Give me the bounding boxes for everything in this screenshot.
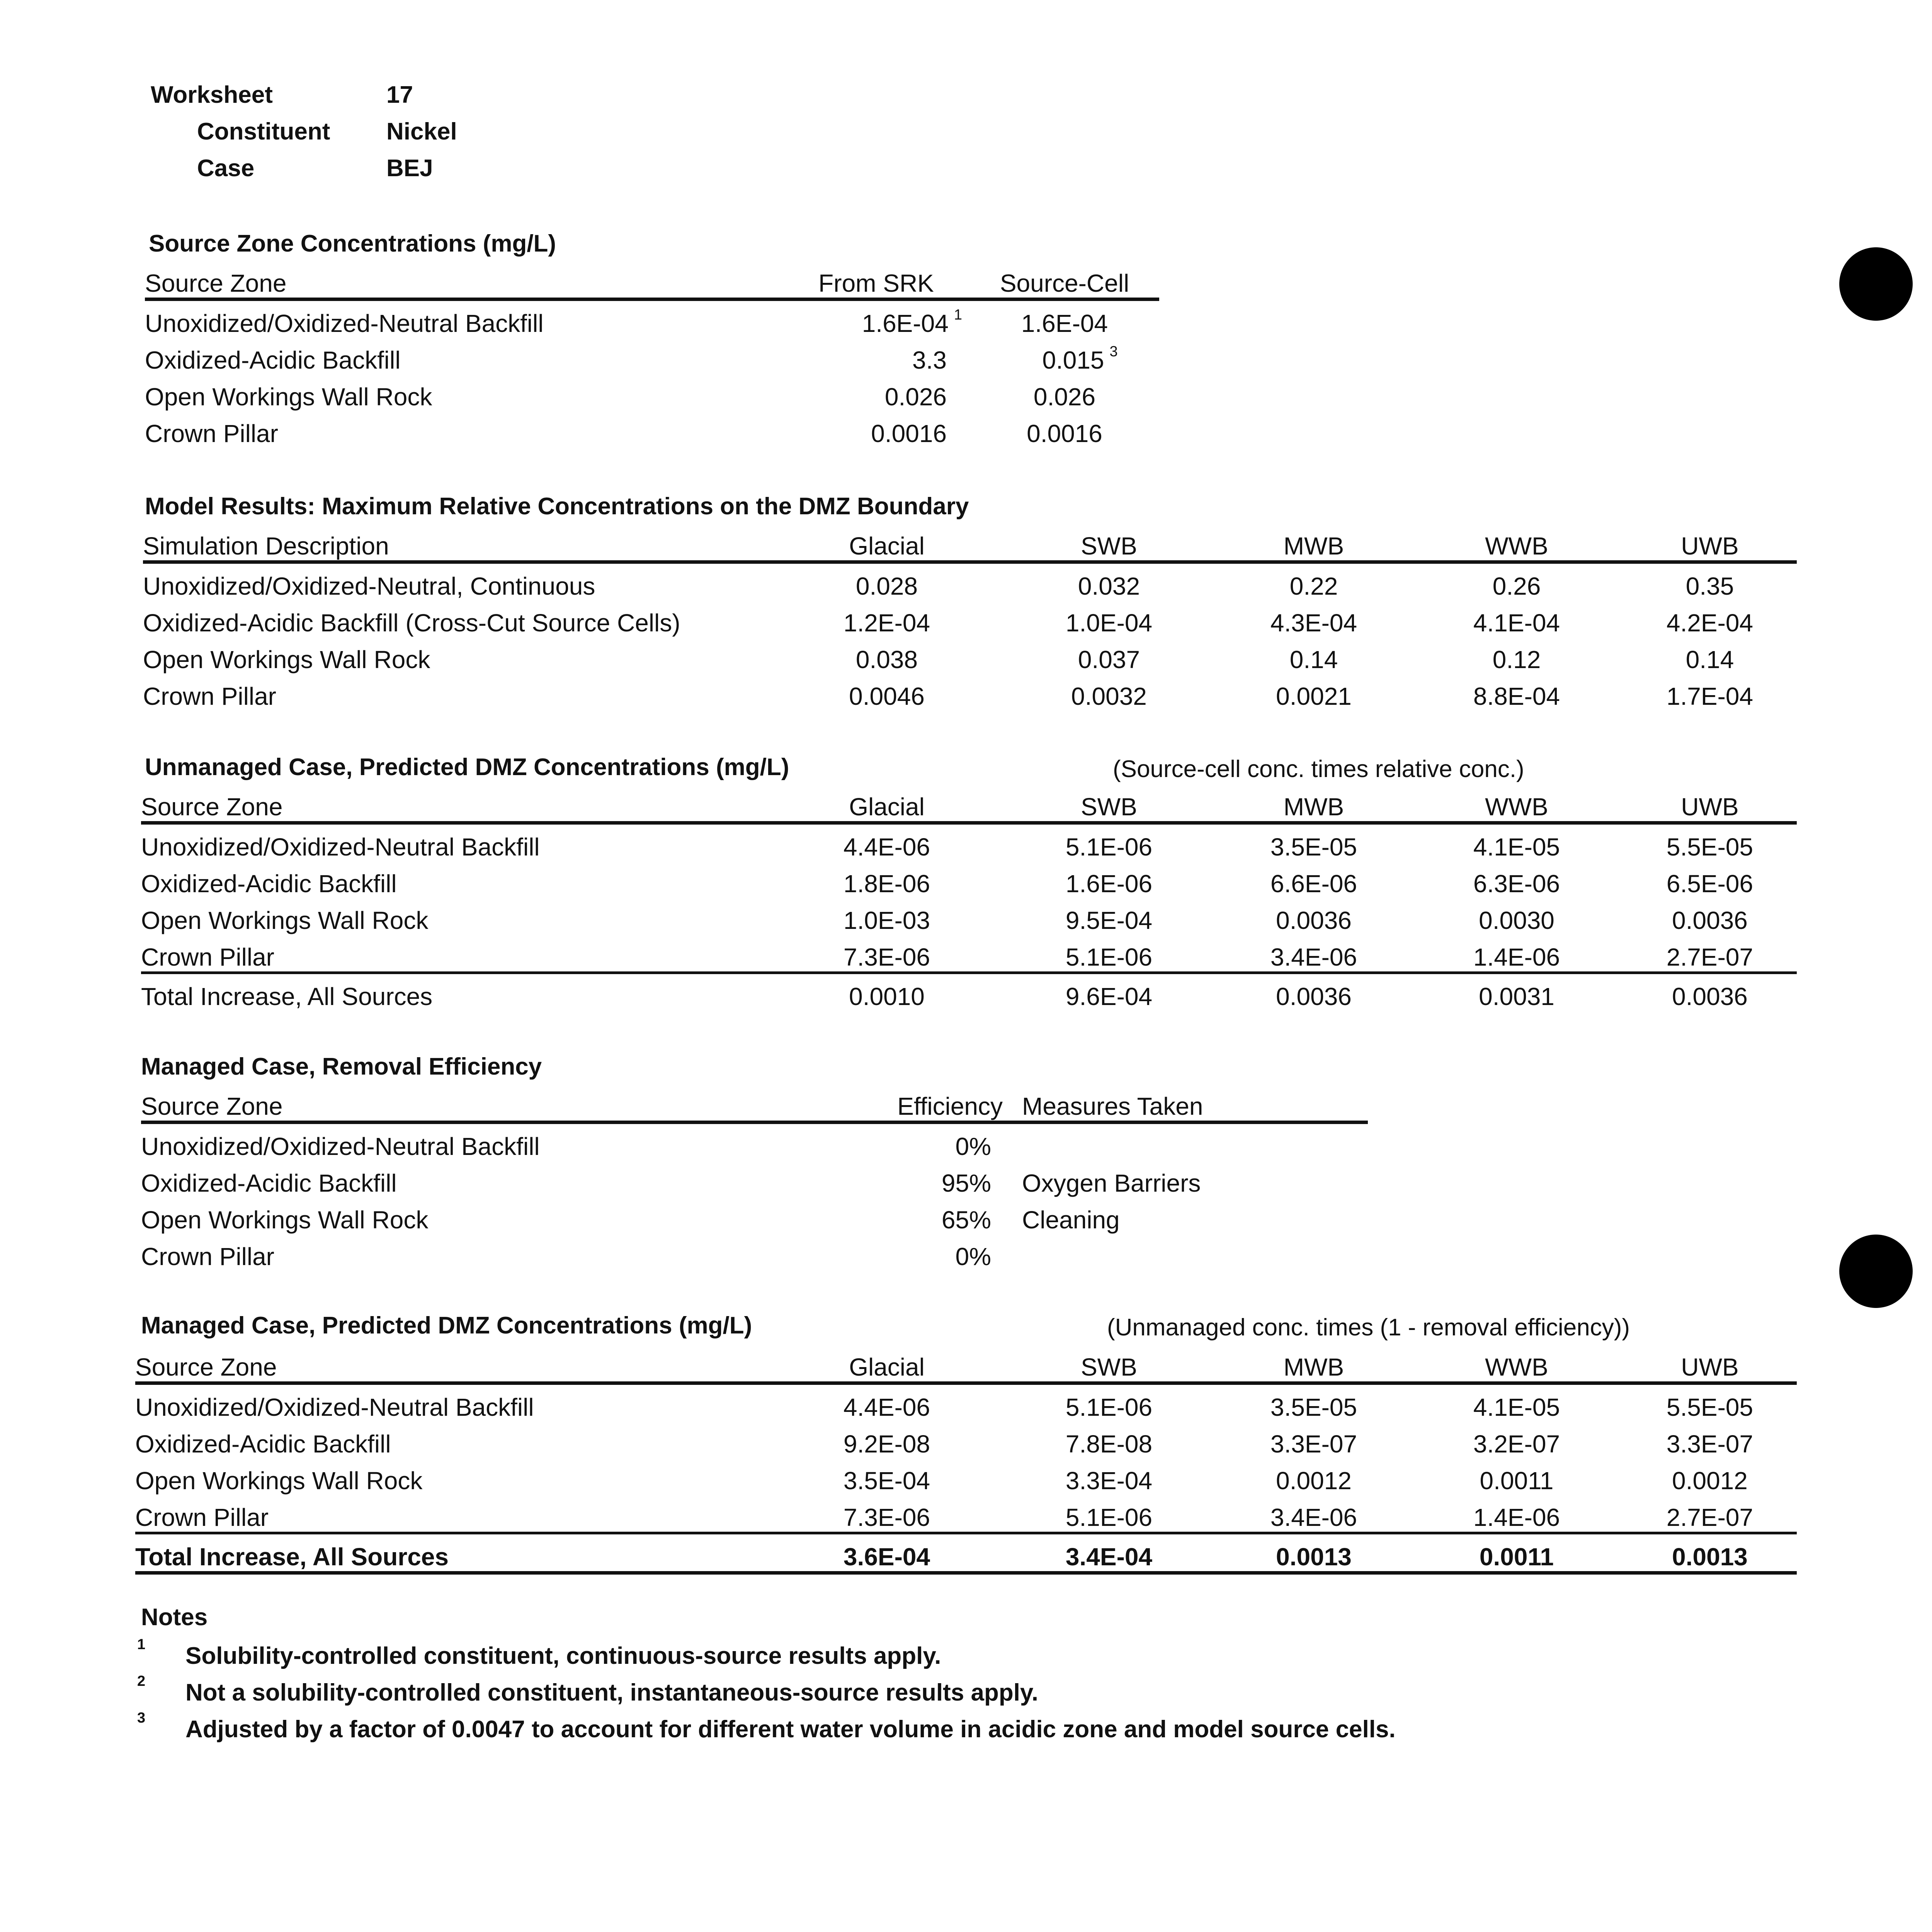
table-header-row [141,1084,1368,1122]
col-header: MWB [1217,784,1410,823]
table-cell: 0.0030 [1479,906,1554,934]
row-label: Unoxidized/Oxidized-Neutral Backfill [135,1393,534,1421]
punch-hole [1839,247,1913,321]
unmanaged-table [141,784,1797,1011]
removal-title: Managed Case, Removal Efficiency [141,1053,542,1080]
managed-table [135,1345,1797,1575]
table-cell: 3.6E-04 [773,1533,1001,1573]
table-cell: 1.4E-06 [1473,943,1560,971]
table-row [141,935,1797,973]
table-cell: 1.6E-04 [1021,310,1108,337]
row-label: Crown Pillar [141,1243,274,1270]
footnote-marker: 1 [954,307,962,323]
table-cell: Cleaning [1022,1206,1120,1234]
managed-title: Managed Case, Predicted DMZ Concentrations (mg/L) [141,1312,752,1339]
table-cell: 5.5E-05 [1666,833,1753,861]
col-header: Glacial [773,1345,1001,1383]
table-cell: 0.26 [1492,572,1541,600]
notes-title: Notes [141,1604,208,1631]
table-cell: 0.0012 [1276,1467,1352,1495]
total-row [135,1533,1797,1573]
col-header: Glacial [773,784,1001,823]
table-cell: 3.4E-06 [1270,1503,1357,1531]
table-cell: 4.1E-04 [1473,609,1560,637]
col-header: Source Zone [145,261,782,299]
col-header: Measures Taken [1022,1084,1368,1122]
note-text: Not a solubility-controlled constituent, instantaneous-source results apply. [185,1679,1039,1706]
table-row [141,1234,1368,1271]
table-row [145,338,1159,374]
table-cell: 5.5E-05 [1666,1393,1753,1421]
table-cell: 4.3E-04 [1270,609,1357,637]
table-row [141,823,1797,862]
table-cell: 3.3E-07 [1270,1430,1357,1458]
row-label: Crown Pillar [135,1503,269,1531]
row-label: Unoxidized/Oxidized-Neutral Backfill [141,833,540,861]
unmanaged-note: (Source-cell conc. times relative conc.) [1113,756,1524,782]
row-label: Crown Pillar [143,682,276,710]
table-cell: 2.7E-07 [1666,943,1753,971]
table-cell [782,299,970,338]
footnote-marker: 3 [1109,344,1118,360]
table-row [135,1383,1797,1422]
note-text: Solubility-controlled constituent, continuous-source results apply. [185,1643,941,1669]
table-cell: 95% [941,1169,991,1197]
row-label: Open Workings Wall Rock [135,1467,423,1495]
table-cell: 3.5E-05 [1270,833,1357,861]
table-cell: 0.0036 [1672,906,1748,934]
note-text: Adjusted by a factor of 0.0047 to account for different water volume in acidic zone and model source cells. [185,1716,1396,1743]
table-cell: 0.14 [1289,646,1338,673]
table-cell: 1.4E-06 [1473,1503,1560,1531]
table-cell: 0.0031 [1410,973,1623,1011]
source-zone-table [145,261,1159,448]
managed-note: (Unmanaged conc. times (1 - removal efficiency)) [1107,1314,1630,1341]
table-cell: 5.1E-06 [1065,1503,1153,1531]
table-cell: 3.3E-04 [1065,1467,1153,1495]
constituent-value: Nickel [386,118,457,145]
table-cell: 0.038 [855,646,918,673]
table-row [143,637,1797,674]
note-number: 1 [137,1636,146,1653]
row-label: Open Workings Wall Rock [141,906,429,934]
table-cell: 4.1E-05 [1473,833,1560,861]
row-label: Oxidized-Acidic Backfill [135,1430,391,1458]
table-cell: 6.5E-06 [1666,870,1753,898]
table-cell: 3.5E-04 [843,1467,930,1495]
table-cell: 7.3E-06 [843,943,930,971]
col-header: SWB [1001,1345,1217,1383]
table-row [145,299,1159,338]
col-header: UWB [1623,524,1797,562]
table-cell: 3.3 [912,346,947,374]
row-label: Unoxidized/Oxidized-Neutral, Continuous [143,572,595,600]
table-row [143,674,1797,711]
table-cell: 7.3E-06 [843,1503,930,1531]
removal-table [141,1084,1368,1271]
table-row [141,861,1797,898]
table-cell: 5.1E-06 [1065,943,1153,971]
table-cell: Oxygen Barriers [1022,1169,1201,1197]
table-cell: 0.026 [884,383,947,411]
table-header-row [145,261,1159,299]
col-header: Simulation Description [143,524,773,562]
table-row [141,1122,1368,1161]
table-cell: 0.0011 [1410,1533,1623,1573]
unmanaged-title: Unmanaged Case, Predicted DMZ Concentrations (mg/L) [145,754,789,781]
table-cell: 1.2E-04 [843,609,930,637]
table-cell: 9.6E-04 [1001,973,1217,1011]
case-label: Case [197,155,255,182]
table-cell: 0.0046 [849,682,925,710]
col-header: SWB [1001,524,1217,562]
model-results-table [143,524,1797,711]
col-header: UWB [1623,784,1797,823]
table-cell: 6.3E-06 [1473,870,1560,898]
row-label: Open Workings Wall Rock [143,646,430,673]
row-label: Crown Pillar [145,420,278,447]
table-cell: 0.12 [1492,646,1541,673]
table-cell: 7.8E-08 [1065,1430,1153,1458]
table-cell: 0.0036 [1276,906,1352,934]
cell-value: 0.015 [1042,346,1104,374]
col-header: MWB [1217,1345,1410,1383]
col-header: Efficiency [759,1084,1022,1122]
col-header: WWB [1410,784,1623,823]
table-cell: 0.0036 [1217,973,1410,1011]
row-label: Oxidized-Acidic Backfill [141,870,397,898]
case-value: BEJ [386,155,433,182]
constituent-label: Constituent [197,118,330,145]
table-cell: 0.0012 [1672,1467,1748,1495]
table-cell: 0.22 [1289,572,1338,600]
table-cell: 0.026 [1033,383,1096,411]
table-row [143,562,1797,601]
source-zone-title: Source Zone Concentrations (mg/L) [149,230,556,257]
table-cell: 9.5E-04 [1065,906,1153,934]
table-cell: 0.35 [1685,572,1734,600]
table-cell: 1.0E-03 [843,906,930,934]
col-header: WWB [1410,524,1623,562]
table-cell: 3.2E-07 [1473,1430,1560,1458]
col-header: Glacial [773,524,1001,562]
table-cell: 65% [941,1206,991,1234]
note-number: 3 [137,1710,146,1726]
punch-hole [1839,1235,1913,1308]
row-label: Open Workings Wall Rock [145,383,432,411]
table-row [141,1197,1368,1234]
table-row [145,411,1159,448]
table-cell: 5.1E-06 [1065,833,1153,861]
table-row [143,600,1797,637]
note-number: 2 [137,1673,146,1689]
table-row [145,374,1159,411]
table-cell: 4.2E-04 [1666,609,1753,637]
col-header: SWB [1001,784,1217,823]
table-cell: 0.032 [1078,572,1140,600]
table-cell: 8.8E-04 [1473,682,1560,710]
table-cell: 3.4E-06 [1270,943,1357,971]
col-header: Source Zone [141,1084,759,1122]
table-cell [1022,1234,1368,1271]
table-cell: 4.4E-06 [843,1393,930,1421]
table-row [141,898,1797,935]
worksheet-label: Worksheet [151,82,273,108]
table-cell: 0.0013 [1217,1533,1410,1573]
table-cell: 1.0E-04 [1065,609,1153,637]
row-label: Crown Pillar [141,943,274,971]
table-cell: 4.4E-06 [843,833,930,861]
table-cell: 0.037 [1078,646,1140,673]
table-header-row [135,1345,1797,1383]
table-cell: 0.0036 [1623,973,1797,1011]
table-cell: 4.1E-05 [1473,1393,1560,1421]
row-label: Total Increase, All Sources [141,973,773,1011]
col-header: UWB [1623,1345,1797,1383]
row-label: Total Increase, All Sources [135,1533,773,1573]
table-cell: 0.028 [855,572,918,600]
table-cell: 0.0016 [871,420,947,447]
col-header: Source-Cell [970,261,1159,299]
row-label: Unoxidized/Oxidized-Neutral Backfill [141,1133,540,1160]
table-cell: 0.0011 [1480,1467,1554,1495]
table-cell: 0.0013 [1623,1533,1797,1573]
table-row [135,1422,1797,1458]
table-row [141,1161,1368,1197]
table-cell: 1.6E-06 [1065,870,1153,898]
table-row [135,1495,1797,1533]
cell-value: 1.6E-04 [862,310,949,337]
row-label: Oxidized-Acidic Backfill [145,346,401,374]
total-row [141,973,1797,1011]
table-cell: 0.0032 [1071,682,1147,710]
table-cell [1022,1122,1368,1161]
table-cell: 0.0010 [773,973,1001,1011]
table-cell: 3.5E-05 [1270,1393,1357,1421]
row-label: Oxidized-Acidic Backfill [141,1169,397,1197]
col-header: WWB [1410,1345,1623,1383]
table-cell: 5.1E-06 [1065,1393,1153,1421]
table-header-row [141,784,1797,823]
table-cell: 0.0021 [1276,682,1352,710]
table-cell: 3.3E-07 [1666,1430,1753,1458]
col-header: From SRK [782,261,970,299]
table-cell: 2.7E-07 [1666,1503,1753,1531]
worksheet-value: 17 [386,82,413,108]
col-header: Source Zone [141,784,773,823]
row-label: Oxidized-Acidic Backfill (Cross-Cut Source Cells) [143,609,680,637]
table-cell: 1.7E-04 [1666,682,1753,710]
table-cell: 3.4E-04 [1001,1533,1217,1573]
model-results-title: Model Results: Maximum Relative Concentrations on the DMZ Boundary [145,493,969,520]
table-row [135,1458,1797,1495]
table-cell: 0.0016 [1027,420,1102,447]
col-header: MWB [1217,524,1410,562]
table-cell: 0% [955,1133,991,1160]
table-cell: 1.8E-06 [843,870,930,898]
table-cell: 0.14 [1685,646,1734,673]
table-cell [970,338,1159,374]
table-header-row [143,524,1797,562]
table-cell: 9.2E-08 [843,1430,930,1458]
table-cell: 6.6E-06 [1270,870,1357,898]
col-header: Source Zone [135,1345,773,1383]
row-label: Open Workings Wall Rock [141,1206,429,1234]
row-label: Unoxidized/Oxidized-Neutral Backfill [145,310,544,337]
table-cell: 0% [955,1243,991,1270]
